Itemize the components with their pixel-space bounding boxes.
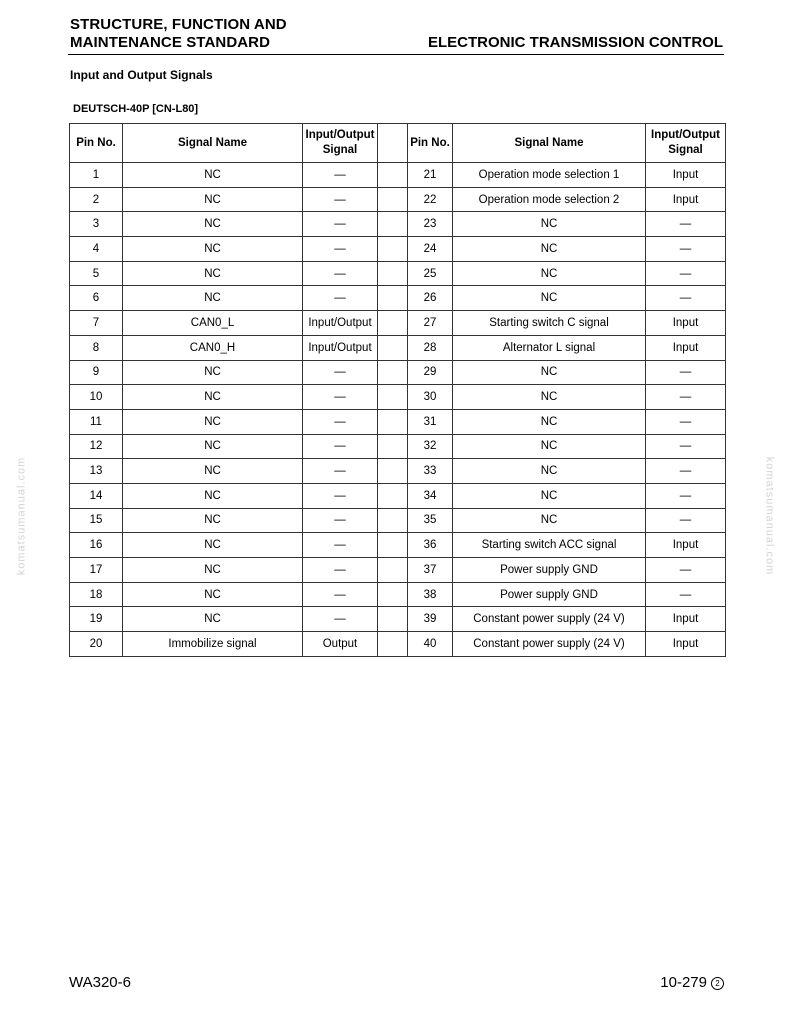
- pin-table: [69, 123, 726, 657]
- column-gap: [378, 311, 408, 336]
- io-left: —: [303, 607, 378, 632]
- pin-right: 40: [408, 632, 453, 657]
- table-row: [70, 607, 726, 632]
- pin-left: 6: [70, 286, 123, 311]
- io-right: —: [646, 434, 726, 459]
- watermark-left: komatsumanual.com: [15, 456, 28, 576]
- io-left: —: [303, 163, 378, 188]
- table-row: [70, 434, 726, 459]
- signal-right: NC: [453, 483, 646, 508]
- signal-right: Starting switch ACC signal: [453, 533, 646, 558]
- io-left: —: [303, 212, 378, 237]
- pin-right: 23: [408, 212, 453, 237]
- header-rule: [68, 54, 724, 55]
- io-right: Input: [646, 311, 726, 336]
- column-gap: [378, 385, 408, 410]
- signal-right: NC: [453, 459, 646, 484]
- header-pin-left: Pin No.: [70, 124, 123, 163]
- io-left: —: [303, 237, 378, 262]
- column-gap: [378, 434, 408, 459]
- io-right: Input: [646, 335, 726, 360]
- table-row: [70, 459, 726, 484]
- signal-left: NC: [123, 582, 303, 607]
- io-left: —: [303, 409, 378, 434]
- pin-right: 38: [408, 582, 453, 607]
- table-row: [70, 632, 726, 657]
- table-row: [70, 409, 726, 434]
- column-gap: [378, 409, 408, 434]
- connector-title: DEUTSCH-40P [CN-L80]: [73, 103, 199, 115]
- io-left: Input/Output: [303, 335, 378, 360]
- signal-right: NC: [453, 286, 646, 311]
- column-gap: [378, 335, 408, 360]
- table-row: [70, 335, 726, 360]
- pin-right: 34: [408, 483, 453, 508]
- signal-left: NC: [123, 483, 303, 508]
- pin-left: 17: [70, 558, 123, 583]
- signal-left: NC: [123, 286, 303, 311]
- table-row: [70, 508, 726, 533]
- signal-left: CAN0_L: [123, 311, 303, 336]
- io-right: Input: [646, 533, 726, 558]
- column-gap: [378, 286, 408, 311]
- io-left: —: [303, 533, 378, 558]
- io-right: —: [646, 483, 726, 508]
- column-gap: [378, 261, 408, 286]
- io-right: —: [646, 360, 726, 385]
- signal-left: NC: [123, 261, 303, 286]
- column-gap: [378, 582, 408, 607]
- pin-left: 10: [70, 385, 123, 410]
- column-gap: [378, 632, 408, 657]
- pin-left: 7: [70, 311, 123, 336]
- io-left: —: [303, 483, 378, 508]
- table-row: [70, 311, 726, 336]
- io-right: —: [646, 508, 726, 533]
- pin-left: 8: [70, 335, 123, 360]
- signal-left: NC: [123, 163, 303, 188]
- table-row: [70, 237, 726, 262]
- pin-left: 12: [70, 434, 123, 459]
- io-left: —: [303, 434, 378, 459]
- pin-left: 5: [70, 261, 123, 286]
- column-gap: [378, 212, 408, 237]
- header-signal-right: Signal Name: [453, 124, 646, 163]
- revision-mark: 2: [711, 977, 724, 990]
- pin-left: 3: [70, 212, 123, 237]
- column-gap: [378, 360, 408, 385]
- pin-right: 31: [408, 409, 453, 434]
- pin-left: 15: [70, 508, 123, 533]
- signal-left: NC: [123, 558, 303, 583]
- io-right: —: [646, 558, 726, 583]
- table-row: [70, 261, 726, 286]
- io-left: Input/Output: [303, 311, 378, 336]
- pin-left: 16: [70, 533, 123, 558]
- header-io-right: [646, 124, 726, 163]
- pin-right: 28: [408, 335, 453, 360]
- pin-right: 39: [408, 607, 453, 632]
- pin-right: 26: [408, 286, 453, 311]
- pin-left: 1: [70, 163, 123, 188]
- pin-right: 35: [408, 508, 453, 533]
- pin-right: 30: [408, 385, 453, 410]
- table-header-row: [70, 124, 726, 163]
- io-right: Input: [646, 163, 726, 188]
- pin-right: 22: [408, 187, 453, 212]
- signal-left: CAN0_H: [123, 335, 303, 360]
- io-right: —: [646, 582, 726, 607]
- io-right: —: [646, 212, 726, 237]
- signal-left: NC: [123, 237, 303, 262]
- pin-right: 21: [408, 163, 453, 188]
- signal-left: NC: [123, 607, 303, 632]
- column-gap: [378, 124, 408, 163]
- header-io-left: [303, 124, 378, 163]
- io-right: —: [646, 385, 726, 410]
- pin-right: 24: [408, 237, 453, 262]
- pin-right: 27: [408, 311, 453, 336]
- signal-right: NC: [453, 212, 646, 237]
- table-row: [70, 360, 726, 385]
- pin-table-body: [70, 163, 726, 657]
- header-section: ELECTRONIC TRANSMISSION CONTROL: [428, 34, 723, 51]
- table-row: [70, 483, 726, 508]
- pin-right: 32: [408, 434, 453, 459]
- header-pin-right: Pin No.: [408, 124, 453, 163]
- pin-right: 37: [408, 558, 453, 583]
- signal-right: Power supply GND: [453, 582, 646, 607]
- pin-left: 18: [70, 582, 123, 607]
- io-left: —: [303, 582, 378, 607]
- signal-right: Operation mode selection 2: [453, 187, 646, 212]
- io-right: —: [646, 237, 726, 262]
- signal-left: NC: [123, 212, 303, 237]
- signal-right: NC: [453, 261, 646, 286]
- signal-right: Starting switch C signal: [453, 311, 646, 336]
- column-gap: [378, 187, 408, 212]
- io-right: —: [646, 261, 726, 286]
- signal-right: Alternator L signal: [453, 335, 646, 360]
- table-row: [70, 533, 726, 558]
- io-right: —: [646, 409, 726, 434]
- signal-right: Operation mode selection 1: [453, 163, 646, 188]
- signal-right: NC: [453, 237, 646, 262]
- signal-left: NC: [123, 360, 303, 385]
- signal-right: Constant power supply (24 V): [453, 632, 646, 657]
- header-title-line1: STRUCTURE, FUNCTION AND: [70, 16, 287, 33]
- io-left: —: [303, 187, 378, 212]
- pin-right: 36: [408, 533, 453, 558]
- signal-right: NC: [453, 409, 646, 434]
- pin-left: 2: [70, 187, 123, 212]
- pin-left: 20: [70, 632, 123, 657]
- io-left: —: [303, 459, 378, 484]
- column-gap: [378, 459, 408, 484]
- signal-left: NC: [123, 385, 303, 410]
- io-left: —: [303, 558, 378, 583]
- signal-right: Constant power supply (24 V): [453, 607, 646, 632]
- table-row: [70, 163, 726, 188]
- header-io-right-line1: Input/Output: [651, 129, 720, 141]
- signal-left: NC: [123, 533, 303, 558]
- signal-left: Immobilize signal: [123, 632, 303, 657]
- pin-left: 19: [70, 607, 123, 632]
- pin-right: 29: [408, 360, 453, 385]
- header-title-line2: MAINTENANCE STANDARD: [70, 34, 271, 51]
- io-right: Input: [646, 632, 726, 657]
- table-row: [70, 582, 726, 607]
- column-gap: [378, 163, 408, 188]
- table-row: [70, 385, 726, 410]
- io-left: —: [303, 360, 378, 385]
- io-right: —: [646, 459, 726, 484]
- pin-left: 9: [70, 360, 123, 385]
- signal-right: NC: [453, 360, 646, 385]
- signal-right: NC: [453, 385, 646, 410]
- column-gap: [378, 558, 408, 583]
- signal-left: NC: [123, 409, 303, 434]
- pin-right: 33: [408, 459, 453, 484]
- pin-left: 4: [70, 237, 123, 262]
- header-io-left-line2: Signal: [322, 144, 358, 156]
- signal-right: NC: [453, 434, 646, 459]
- pin-left: 13: [70, 459, 123, 484]
- footer-page: [660, 974, 724, 991]
- signal-right: Power supply GND: [453, 558, 646, 583]
- io-left: —: [303, 508, 378, 533]
- io-right: Input: [646, 607, 726, 632]
- signal-left: NC: [123, 459, 303, 484]
- pin-left: 14: [70, 483, 123, 508]
- pin-right: 25: [408, 261, 453, 286]
- io-right: Input: [646, 187, 726, 212]
- table-row: [70, 558, 726, 583]
- pin-left: 11: [70, 409, 123, 434]
- section-title: Input and Output Signals: [70, 68, 213, 82]
- io-left: —: [303, 385, 378, 410]
- footer-page-number: 10-279: [660, 974, 707, 991]
- column-gap: [378, 508, 408, 533]
- signal-right: NC: [453, 508, 646, 533]
- header-io-right-line2: Signal: [668, 144, 703, 156]
- io-left: —: [303, 261, 378, 286]
- header-signal-left: Signal Name: [123, 124, 303, 163]
- header-title: [70, 16, 287, 52]
- signal-left: NC: [123, 434, 303, 459]
- column-gap: [378, 533, 408, 558]
- column-gap: [378, 483, 408, 508]
- io-left: Output: [303, 632, 378, 657]
- column-gap: [378, 237, 408, 262]
- io-right: —: [646, 286, 726, 311]
- table-row: [70, 187, 726, 212]
- io-left: —: [303, 286, 378, 311]
- signal-left: NC: [123, 508, 303, 533]
- watermark-right: komatsumanual.com: [763, 456, 776, 576]
- table-row: [70, 212, 726, 237]
- table-row: [70, 286, 726, 311]
- signal-left: NC: [123, 187, 303, 212]
- footer-model: WA320-6: [69, 974, 131, 991]
- header-io-left-line1: Input/Output: [305, 129, 375, 141]
- column-gap: [378, 607, 408, 632]
